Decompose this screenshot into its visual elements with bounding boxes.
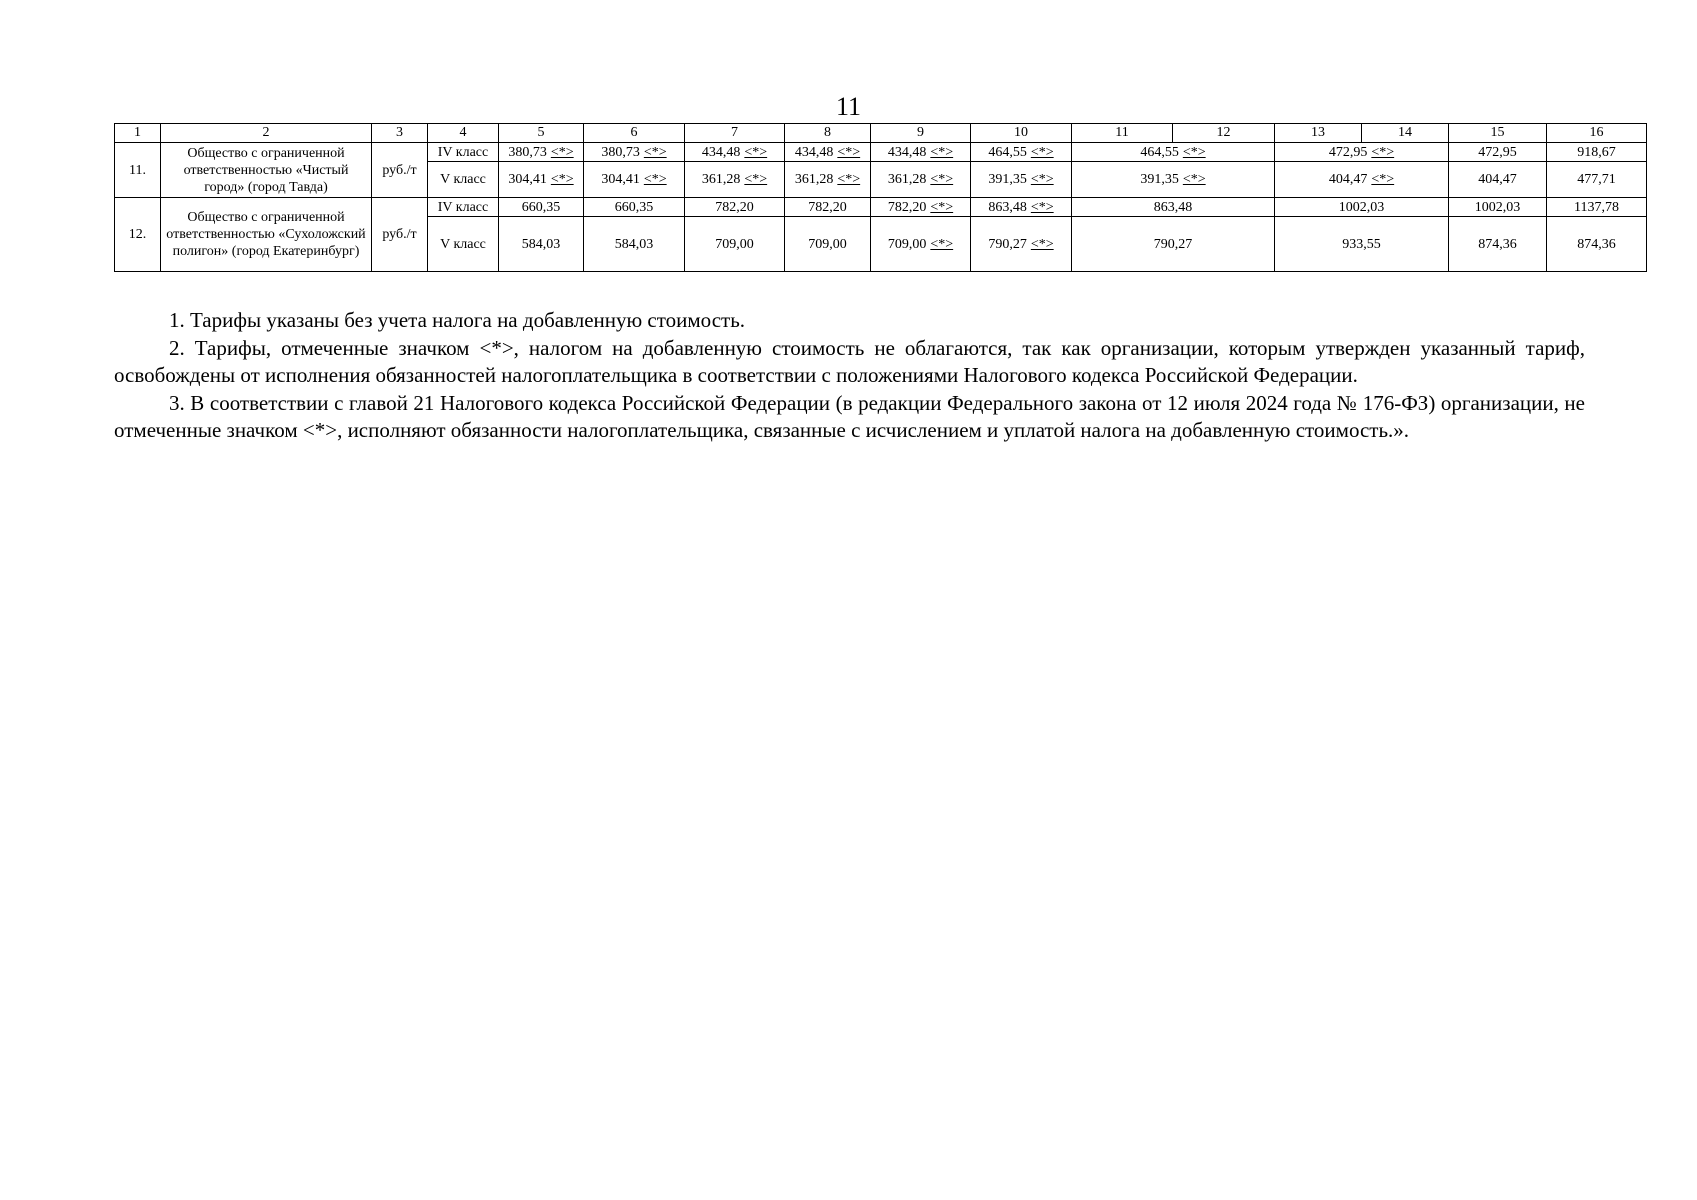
tariff-cell <box>584 143 685 162</box>
tariff-value: 361,28 <box>794 172 834 187</box>
vat-exempt-mark: <*> <box>837 172 861 187</box>
organization-name-cell: Общество с ограниченной ответственностью «Чистый город» (город Тавда) <box>161 143 372 198</box>
tariff-cell <box>871 162 971 198</box>
tariff-cell <box>584 162 685 198</box>
tariff-cell <box>499 162 584 198</box>
vat-exempt-mark: <*> <box>1030 199 1054 215</box>
vat-exempt-mark: <*> <box>744 144 768 160</box>
vat-exempt-mark: <*> <box>1030 144 1054 160</box>
tariff-value: 874,36 <box>1577 236 1616 252</box>
header-cell: 13 <box>1275 124 1362 143</box>
tariff-value: 1137,78 <box>1574 199 1619 215</box>
vat-exempt-mark: <*> <box>930 199 954 215</box>
footnotes <box>114 307 1585 445</box>
tariff-cell <box>1547 162 1647 198</box>
footnote-1: 1. Тарифы указаны без учета налога на добавленную стоимость. <box>169 308 746 332</box>
header-cell: 14 <box>1362 124 1449 143</box>
vat-exempt-mark: <*> <box>1182 144 1206 160</box>
tariff-value: 874,36 <box>1478 236 1517 252</box>
header-cell: 12 <box>1173 124 1275 143</box>
table-row <box>115 143 1647 162</box>
tariff-value: 434,48 <box>794 144 834 160</box>
tariff-value: 404,47 <box>1478 172 1517 187</box>
waste-class-cell: V класс <box>428 217 499 272</box>
tariff-cell <box>871 198 971 217</box>
tariff-value: 1002,03 <box>1474 199 1521 215</box>
vat-exempt-mark: <*> <box>1371 172 1395 187</box>
tariff-cell <box>1449 143 1547 162</box>
tariff-value: 709,00 <box>715 236 754 252</box>
tariff-cell <box>685 162 785 198</box>
waste-class-cell: V класс <box>428 162 499 198</box>
vat-exempt-mark: <*> <box>643 172 667 187</box>
tariff-cell <box>685 198 785 217</box>
row-number-cell: 11. <box>115 143 161 198</box>
tariff-cell <box>871 143 971 162</box>
tariff-value: 472,95 <box>1478 144 1517 160</box>
tariff-value: 918,67 <box>1577 144 1616 160</box>
vat-exempt-mark: <*> <box>643 144 667 160</box>
tariff-value: 304,41 <box>601 172 640 187</box>
waste-class-cell: IV класс <box>428 198 499 217</box>
tariff-value: 782,20 <box>715 199 754 215</box>
row-number-cell: 12. <box>115 198 161 272</box>
tariff-value: 660,35 <box>521 199 561 215</box>
unit-cell: руб./т <box>372 143 428 198</box>
tariff-value: 391,35 <box>988 172 1027 187</box>
vat-exempt-mark: <*> <box>550 144 574 160</box>
tariff-cell <box>1072 143 1275 162</box>
header-cell: 16 <box>1547 124 1647 143</box>
tariff-value: 709,00 <box>808 236 847 252</box>
waste-class-cell: IV класс <box>428 143 499 162</box>
tariff-cell <box>785 143 871 162</box>
tariff-value: 380,73 <box>601 144 640 160</box>
vat-exempt-mark: <*> <box>1371 144 1395 160</box>
tariff-cell <box>1449 198 1547 217</box>
tariff-value: 933,55 <box>1342 236 1381 252</box>
tariff-cell <box>1547 143 1647 162</box>
header-cell: 7 <box>685 124 785 143</box>
tariff-value: 863,48 <box>988 199 1027 215</box>
tariff-value: 304,41 <box>508 172 547 187</box>
unit-cell: руб./т <box>372 198 428 272</box>
tariff-value: 660,35 <box>614 199 654 215</box>
tariff-value: 863,48 <box>1153 199 1193 215</box>
vat-exempt-mark: <*> <box>1030 236 1054 252</box>
header-cell: 15 <box>1449 124 1547 143</box>
header-cell: 1 <box>115 124 161 143</box>
tariff-cell <box>1275 143 1449 162</box>
tariff-cell <box>685 217 785 272</box>
tariff-cell <box>1072 217 1275 272</box>
vat-exempt-mark: <*> <box>550 172 574 187</box>
header-cell: 9 <box>871 124 971 143</box>
tariff-cell <box>785 198 871 217</box>
header-cell: 10 <box>971 124 1072 143</box>
tariff-value: 1002,03 <box>1338 199 1385 215</box>
tariff-cell <box>1547 217 1647 272</box>
vat-exempt-mark: <*> <box>930 172 954 187</box>
tariff-cell <box>499 198 584 217</box>
header-cell: 4 <box>428 124 499 143</box>
vat-exempt-mark: <*> <box>1182 172 1206 187</box>
footnote-2: 2. Тарифы, отмеченные значком <*>, налогом на добавленную стоимость не облагаются, так как организации, которым утвержден указанный тариф, освобождены от исполнения обязанностей налогоплательщика в соответствии с положениями Налогового кодекса Российской Федерации. <box>114 335 1585 387</box>
tariff-value: 584,03 <box>521 236 561 252</box>
tariff-value: 782,20 <box>808 199 847 215</box>
vat-exempt-mark: <*> <box>1030 172 1054 187</box>
vat-exempt-mark: <*> <box>930 144 954 160</box>
header-cell: 11 <box>1072 124 1173 143</box>
tariff-table <box>114 123 1647 272</box>
tariff-cell <box>971 198 1072 217</box>
tariff-cell <box>1072 162 1275 198</box>
tariff-value: 584,03 <box>614 236 654 252</box>
header-cell: 8 <box>785 124 871 143</box>
tariff-cell <box>785 217 871 272</box>
tariff-cell <box>785 162 871 198</box>
tariff-value: 434,48 <box>887 144 927 160</box>
tariff-cell <box>971 162 1072 198</box>
table-header-row <box>115 124 1647 143</box>
header-cell: 5 <box>499 124 584 143</box>
tariff-value: 790,27 <box>988 236 1027 252</box>
header-cell: 2 <box>161 124 372 143</box>
tariff-value: 464,55 <box>1140 144 1179 160</box>
page-number: 11 <box>835 92 862 121</box>
tariff-value: 361,28 <box>887 172 927 187</box>
tariff-cell <box>1547 198 1647 217</box>
tariff-cell <box>499 217 584 272</box>
tariff-cell <box>1072 198 1275 217</box>
organization-name-cell: Общество с ограниченной ответственностью «Сухоложский полигон» (город Екатеринбург) <box>161 198 372 272</box>
footnote-3: 3. В соответствии с главой 21 Налогового кодекса Российской Федерации (в редакции Федерального закона от 12 июля 2024 года № 176-ФЗ) организации, не отмеченные значком <*>, исполняют обязанности налогоплательщика, связанные с исчислением и уплатой налога на добавленную стоимость.». <box>114 390 1585 442</box>
tariff-value: 434,48 <box>701 144 741 160</box>
vat-exempt-mark: <*> <box>930 236 954 252</box>
tariff-value: 472,95 <box>1328 144 1368 160</box>
header-cell: 6 <box>584 124 685 143</box>
tariff-cell <box>971 143 1072 162</box>
vat-exempt-mark: <*> <box>837 144 861 160</box>
vat-exempt-mark: <*> <box>744 172 768 187</box>
tariff-cell <box>584 198 685 217</box>
tariff-value: 790,27 <box>1153 236 1193 252</box>
tariff-value: 404,47 <box>1328 172 1368 187</box>
tariff-value: 361,28 <box>701 172 741 187</box>
tariff-cell <box>1449 217 1547 272</box>
tariff-cell <box>1275 217 1449 272</box>
tariff-value: 464,55 <box>988 144 1027 160</box>
tariff-cell <box>685 143 785 162</box>
tariff-cell <box>971 217 1072 272</box>
tariff-value: 782,20 <box>887 199 927 215</box>
tariff-value: 380,73 <box>508 144 547 160</box>
header-cell: 3 <box>372 124 428 143</box>
tariff-cell <box>1275 162 1449 198</box>
tariff-cell <box>584 217 685 272</box>
table-row <box>115 198 1647 217</box>
tariff-cell <box>871 217 971 272</box>
tariff-value: 391,35 <box>1140 172 1179 187</box>
tariff-value: 709,00 <box>887 236 927 252</box>
tariff-value: 477,71 <box>1577 172 1616 187</box>
tariff-cell <box>1275 198 1449 217</box>
tariff-cell <box>499 143 584 162</box>
tariff-cell <box>1449 162 1547 198</box>
